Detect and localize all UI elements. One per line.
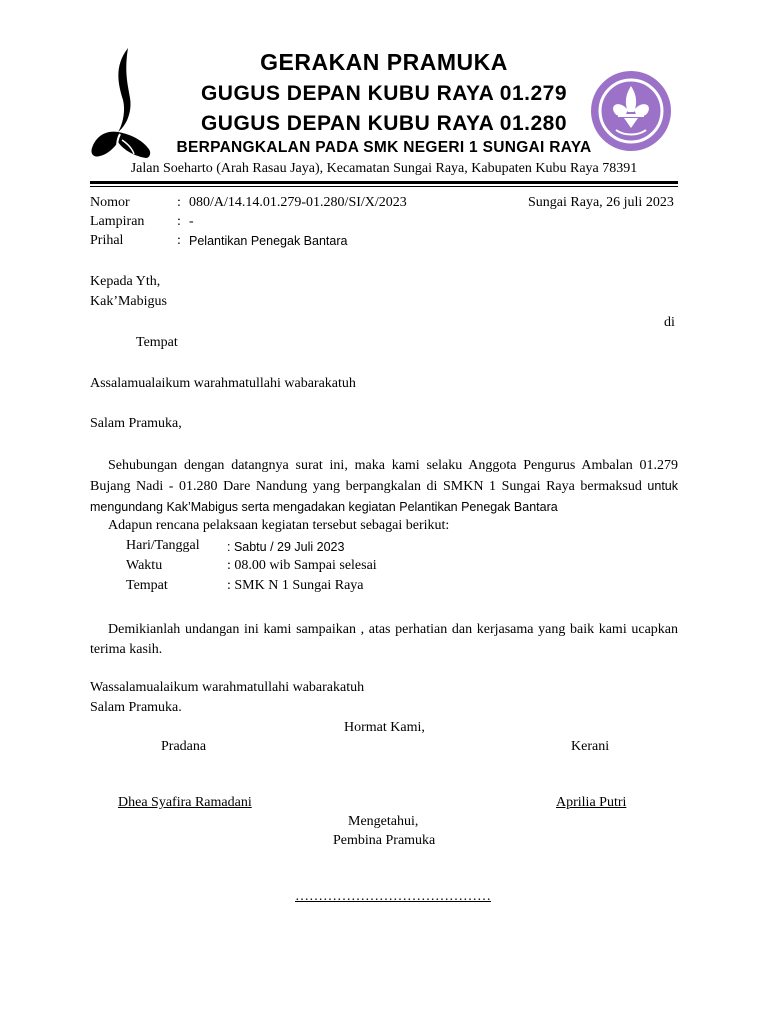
schedule-value-date bbox=[227, 538, 344, 556]
paragraph-schedule-intro: Adapun rencana pelaksaan kegiatan tersebut sebagai berikut: bbox=[108, 518, 450, 533]
schedule-label-place: Tempat bbox=[126, 578, 168, 593]
nomor-label: Nomor bbox=[90, 195, 130, 210]
schedule-value-time: : 08.00 wib Sampai selesai bbox=[227, 558, 377, 573]
schedule-value-date-day: : Sabtu / bbox=[227, 540, 278, 554]
nomor-colon: : bbox=[177, 195, 181, 210]
pembina-signature-dots: …………………………………… bbox=[295, 889, 491, 904]
letterhead-rule-thick bbox=[90, 181, 678, 184]
schedule-value-date-date: 29 Juli 2023 bbox=[277, 540, 345, 554]
lampiran-colon: : bbox=[177, 214, 181, 229]
salam-pramuka: Salam Pramuka, bbox=[90, 416, 182, 431]
letterhead-organization: GERAKAN PRAMUKA bbox=[260, 49, 508, 75]
nomor-value: 080/A/14.14.01.279-01.280/SI/X/2023 bbox=[189, 195, 407, 210]
pembina-pramuka: Pembina Pramuka bbox=[333, 833, 436, 848]
signature-role-kerani: Kerani bbox=[571, 739, 610, 754]
signature-role-pradana: Pradana bbox=[161, 739, 207, 754]
recipient-tempat: Tempat bbox=[136, 335, 178, 350]
paragraph-intro-part-1: Sehubungan dengan datangnya surat ini, maka kami selaku Anggota Pengurus Ambalan 01.279 Bujang Nadi - 01.280 Dare Nandung yang berpangkalan di SMKN 1 Sungai Raya bermaksud bbox=[90, 458, 678, 494]
mengetahui: Mengetahui, bbox=[348, 814, 419, 829]
signature-name-pradana: Dhea Syafira Ramadani bbox=[118, 795, 252, 810]
paragraph-closing: Demikianlah undangan ini kami sampaikan , atas perhatian dan kerjasama yang baik kami ucapkan terima kasih. bbox=[90, 622, 678, 657]
greeting: Assalamualaikum warahmatullahi wabarakatuh bbox=[90, 376, 356, 391]
paragraph-intro-part-2: untuk mengundang Kak’Mabigus serta mengadakan kegiatan Pelantikan Penegak Bantara bbox=[90, 479, 679, 514]
schedule-value-place: : SMK N 1 Sungai Raya bbox=[227, 578, 364, 593]
lampiran-label: Lampiran bbox=[90, 214, 145, 229]
farewell: Wassalamualaikum warahmatullahi wabarakatuh bbox=[90, 680, 365, 695]
salam-pramuka-end: Salam Pramuka. bbox=[90, 700, 182, 715]
letterhead-base: BERPANGKALAN PADA SMK NEGERI 1 SUNGAI RAYA bbox=[176, 139, 592, 156]
signature-name-kerani: Aprilia Putri bbox=[556, 795, 627, 810]
schedule-label-date: Hari/Tanggal bbox=[126, 538, 200, 553]
schedule-label-time: Waktu bbox=[126, 558, 163, 573]
lampiran-value: - bbox=[189, 214, 194, 229]
paragraph-intro bbox=[90, 456, 678, 518]
letterhead-gugus-1: GUGUS DEPAN KUBU RAYA 01.279 bbox=[200, 82, 568, 105]
prihal-label: Prihal bbox=[90, 233, 124, 248]
place-date: Sungai Raya, 26 juli 2023 bbox=[528, 195, 674, 210]
recipient-di: di bbox=[664, 315, 675, 330]
letterhead-address: Jalan Soeharto (Arah Rasau Jaya), Kecamatan Sungai Raya, Kabupaten Kubu Raya 78391 bbox=[130, 161, 638, 176]
recipient-line-2: Kak’Mabigus bbox=[90, 294, 167, 309]
prihal-value: Pelantikan Penegak Bantara bbox=[189, 234, 348, 248]
letterhead-rule-thin bbox=[90, 186, 678, 187]
recipient-line-1: Kepada Yth, bbox=[90, 274, 161, 289]
prihal-colon: : bbox=[177, 233, 181, 248]
letterhead-gugus-2: GUGUS DEPAN KUBU RAYA 01.280 bbox=[200, 112, 568, 135]
hormat-kami: Hormat Kami, bbox=[344, 720, 425, 735]
